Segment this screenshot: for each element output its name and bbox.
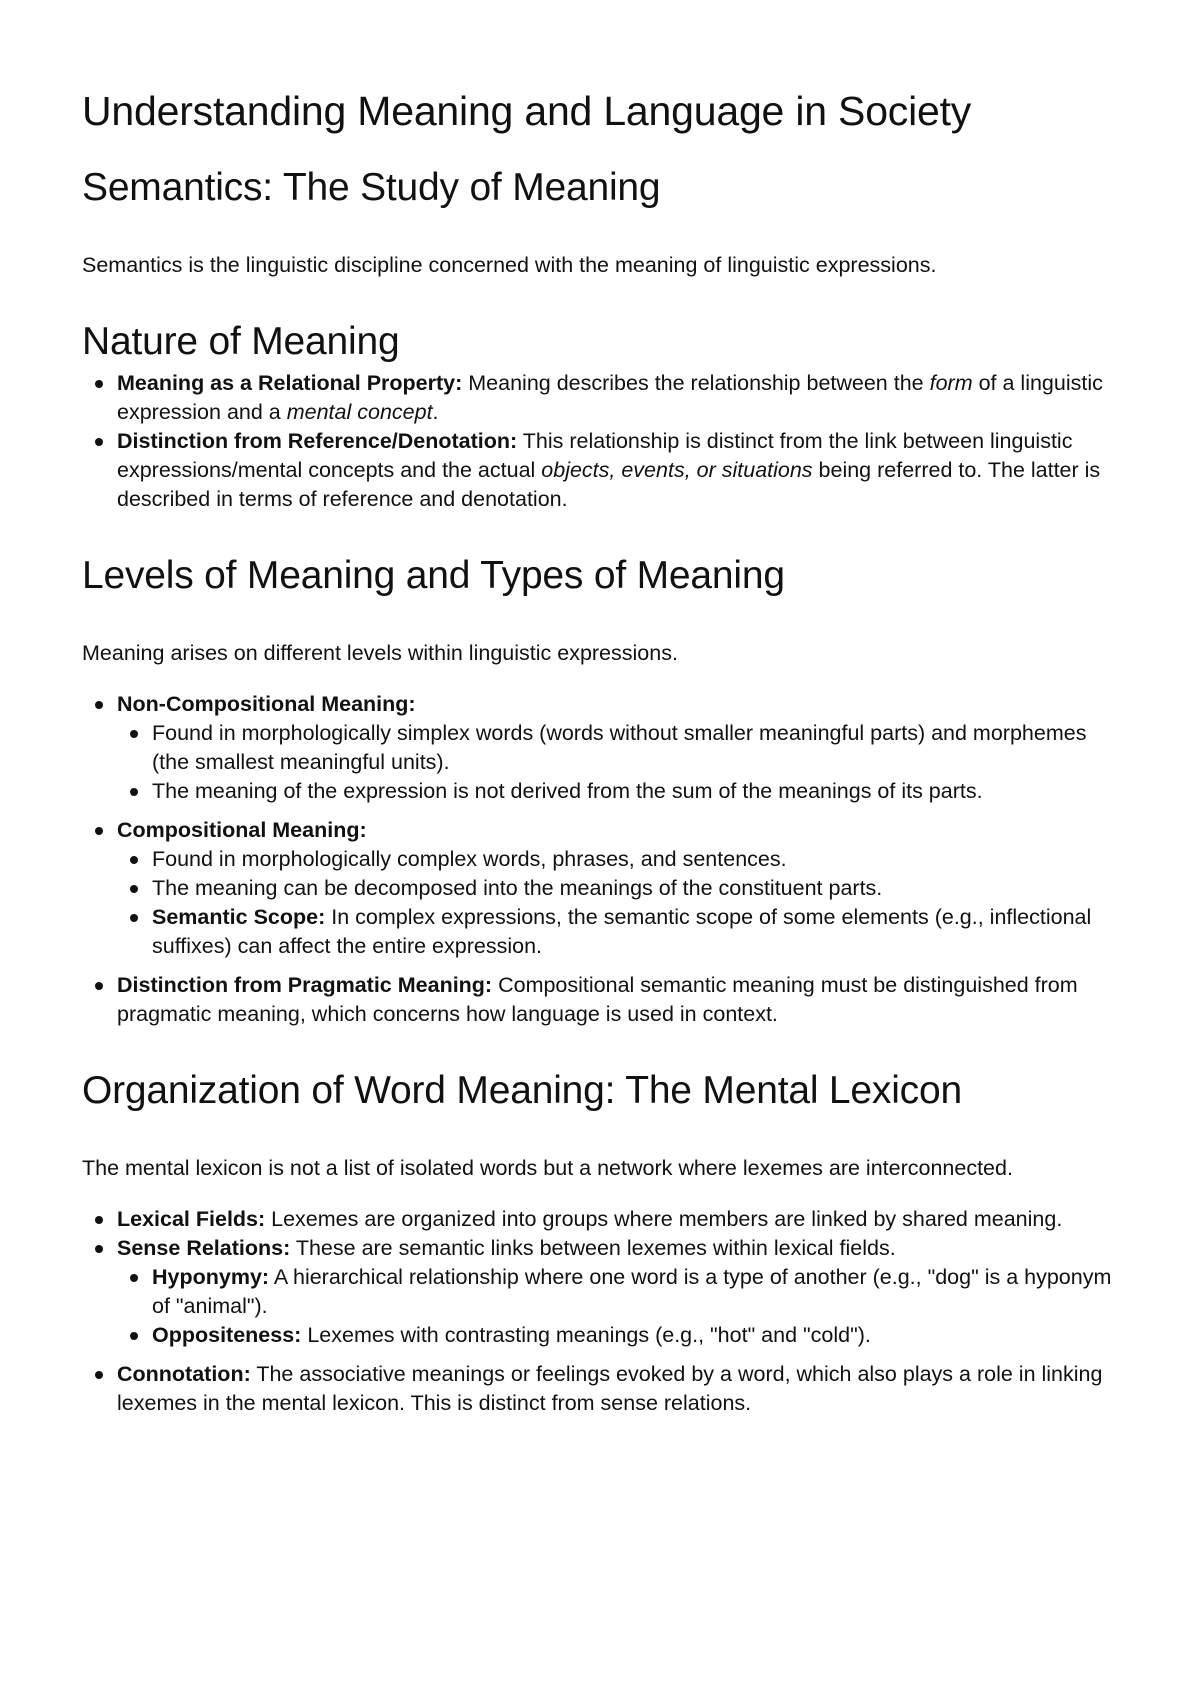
levels-intro: Meaning arises on different levels within linguistic expressions. bbox=[82, 641, 678, 665]
sub-list-item bbox=[152, 903, 1122, 961]
item-text: These are semantic links between lexemes within lexical fields. bbox=[290, 1236, 896, 1260]
nature-list bbox=[82, 369, 1122, 514]
list-item bbox=[117, 1360, 1122, 1418]
item-text: Compositional semantic meaning must be distinguished from pragmatic meaning, which concerns how language is used in context. bbox=[117, 973, 1078, 1026]
sub-list-item: The meaning of the expression is not derived from the sum of the meanings of its parts. bbox=[152, 777, 1122, 806]
sub-list-item: Found in morphologically complex words, phrases, and sentences. bbox=[152, 845, 1122, 874]
sub-list-item: The meaning can be decomposed into the meanings of the constituent parts. bbox=[152, 874, 1122, 903]
item-emphasis: form bbox=[929, 371, 973, 395]
item-label: Meaning as a Relational Property: bbox=[117, 371, 463, 395]
item-label: Oppositeness: bbox=[152, 1323, 302, 1347]
list-item bbox=[117, 816, 1122, 961]
sub-list bbox=[117, 845, 1122, 961]
list-item bbox=[117, 1234, 1122, 1350]
item-label: Distinction from Pragmatic Meaning: bbox=[117, 973, 493, 997]
item-label: Non-Compositional Meaning: bbox=[117, 692, 416, 716]
heading-semantics: Semantics: The Study of Meaning bbox=[82, 166, 661, 209]
sub-list bbox=[117, 1263, 1122, 1350]
list-item bbox=[117, 427, 1122, 514]
levels-list bbox=[82, 690, 1122, 1029]
lexicon-intro: The mental lexicon is not a list of isolated words but a network where lexemes are interconnected. bbox=[82, 1156, 1013, 1180]
item-label: Connotation: bbox=[117, 1362, 251, 1386]
sub-list-item bbox=[152, 1263, 1122, 1321]
item-text: Lexemes with contrasting meanings (e.g., "hot" and "cold"). bbox=[301, 1323, 871, 1347]
list-item bbox=[117, 369, 1122, 427]
item-text: A hierarchical relationship where one word is a type of another (e.g., "dog" is a hyponym of "animal"). bbox=[152, 1265, 1112, 1318]
lexicon-list bbox=[82, 1205, 1122, 1418]
sub-list-item bbox=[152, 1321, 1122, 1350]
item-text: In complex expressions, the semantic scope of some elements (e.g., inflectional suffixes) can affect the entire expression. bbox=[152, 905, 1092, 958]
item-emphasis: objects, events, or situations bbox=[541, 458, 813, 482]
item-text: This relationship is distinct from the link between linguistic expressions/mental concepts and the actual bbox=[117, 429, 1073, 482]
item-text: . bbox=[432, 400, 439, 424]
heading-levels-of-meaning: Levels of Meaning and Types of Meaning bbox=[82, 554, 785, 597]
heading-mental-lexicon: Organization of Word Meaning: The Mental Lexicon bbox=[82, 1069, 962, 1112]
list-item bbox=[117, 1205, 1122, 1234]
document-title: Understanding Meaning and Language in Society bbox=[82, 88, 972, 134]
sub-list-item: Found in morphologically simplex words (words without smaller meaningful parts) and morphemes (the smallest meaningful units). bbox=[152, 719, 1122, 777]
sub-list bbox=[117, 719, 1122, 806]
document-page bbox=[82, 82, 1122, 1418]
item-label: Semantic Scope: bbox=[152, 905, 326, 929]
item-text: Lexemes are organized into groups where members are linked by shared meaning. bbox=[265, 1207, 1063, 1231]
list-item bbox=[117, 690, 1122, 806]
item-text: being referred to. The latter is described in terms of reference and denotation. bbox=[117, 458, 1101, 511]
list-item bbox=[117, 971, 1122, 1029]
heading-nature-of-meaning: Nature of Meaning bbox=[82, 320, 400, 363]
item-label: Compositional Meaning: bbox=[117, 818, 367, 842]
semantics-intro: Semantics is the linguistic discipline concerned with the meaning of linguistic expressions. bbox=[82, 253, 937, 277]
item-label: Sense Relations: bbox=[117, 1236, 291, 1260]
item-text: of a linguistic expression and a bbox=[117, 371, 1103, 424]
item-text: The associative meanings or feelings evoked by a word, which also plays a role in linking lexemes in the mental lexicon. This is distinct from sense relations. bbox=[117, 1362, 1103, 1415]
item-text: Meaning describes the relationship between the bbox=[462, 371, 930, 395]
item-emphasis: mental concept bbox=[286, 400, 433, 424]
item-label: Distinction from Reference/Denotation: bbox=[117, 429, 518, 453]
item-label: Lexical Fields: bbox=[117, 1207, 266, 1231]
item-label: Hyponymy: bbox=[152, 1265, 270, 1289]
